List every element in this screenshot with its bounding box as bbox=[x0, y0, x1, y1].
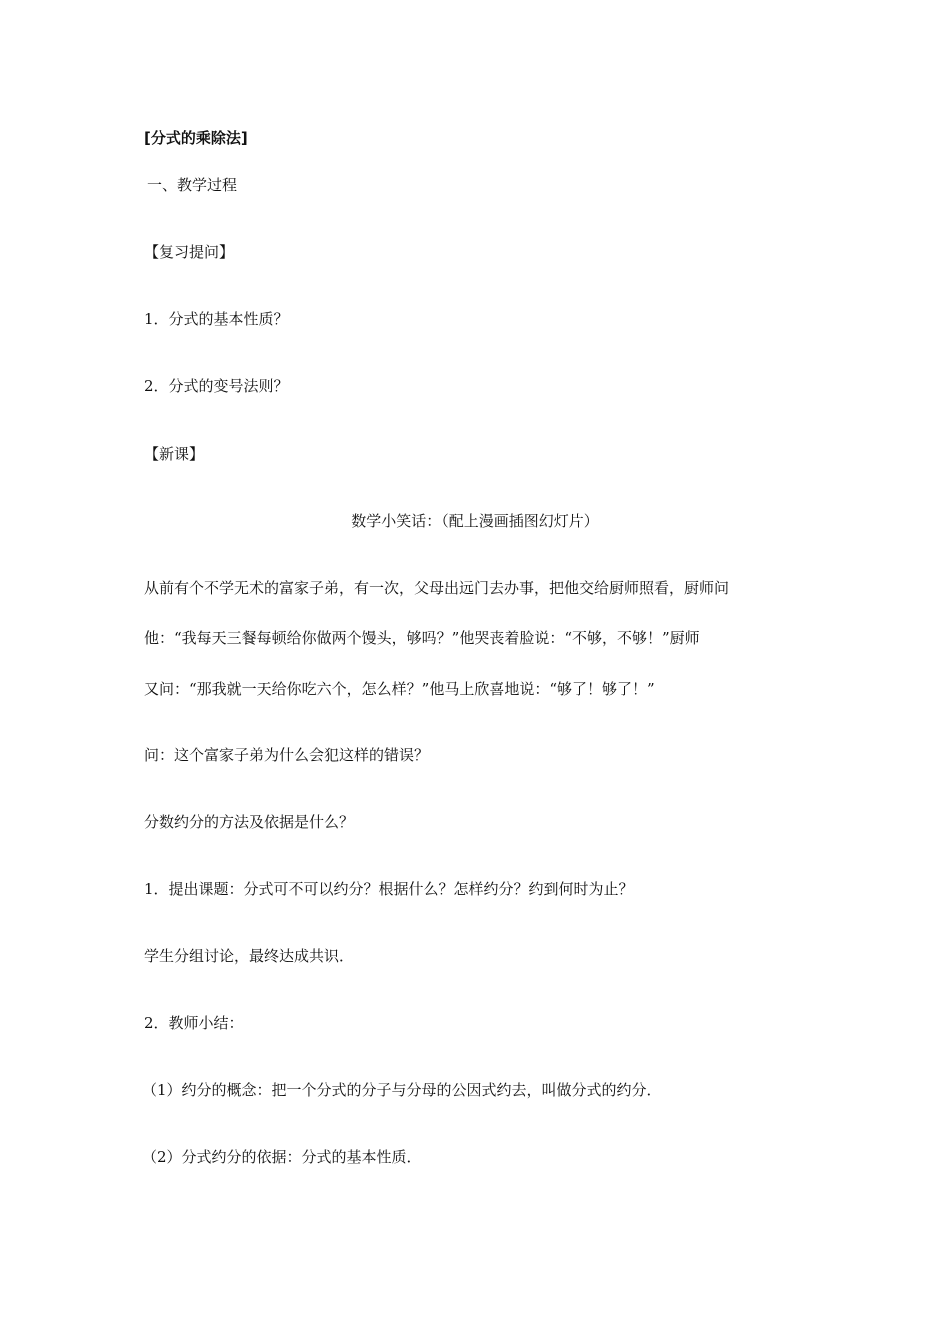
review-heading: 【复习提问】 bbox=[144, 243, 235, 261]
review-question-2: 2．分式的变号法则？ bbox=[144, 377, 289, 395]
summary-heading: 2．教师小结： bbox=[144, 1014, 244, 1032]
review-question-1: 1．分式的基本性质？ bbox=[144, 310, 289, 328]
fraction-question: 分数约分的方法及依据是什么？ bbox=[144, 813, 355, 831]
summary-item-2: （2）分式约分的依据：分式的基本性质． bbox=[142, 1148, 422, 1166]
joke-heading: 数学小笑话：（配上漫画插图幻灯片） bbox=[351, 512, 599, 530]
story-line-1: 从前有个不学无术的富家子弟，有一次，父母出远门去办事，把他交给厨师照看，厨师问 bbox=[144, 579, 730, 597]
story-line-3: 又问：“那我就一天给你吃六个，怎么样？”他马上欣喜地说：“够了！够了！” bbox=[144, 680, 655, 698]
document-title: [分式的乘除法] bbox=[144, 129, 248, 147]
story-line-2: 他：“我每天三餐每顿给你做两个馒头，够吗？”他哭丧着脸说：“不够，不够！”厨师 bbox=[144, 629, 700, 647]
lesson-topic: 1．提出课题：分式可不可以约分？根据什么？怎样约分？约到何时为止？ bbox=[144, 880, 634, 898]
new-lesson-heading: 【新课】 bbox=[144, 445, 205, 463]
section-heading: 一、教学过程 bbox=[147, 176, 238, 194]
discussion-note: 学生分组讨论，最终达成共识． bbox=[144, 947, 355, 965]
story-question: 问：这个富家子弟为什么会犯这样的错误？ bbox=[144, 746, 430, 764]
summary-item-1: （1）约分的概念：把一个分式的分子与分母的公因式约去，叫做分式的约分． bbox=[142, 1081, 662, 1099]
